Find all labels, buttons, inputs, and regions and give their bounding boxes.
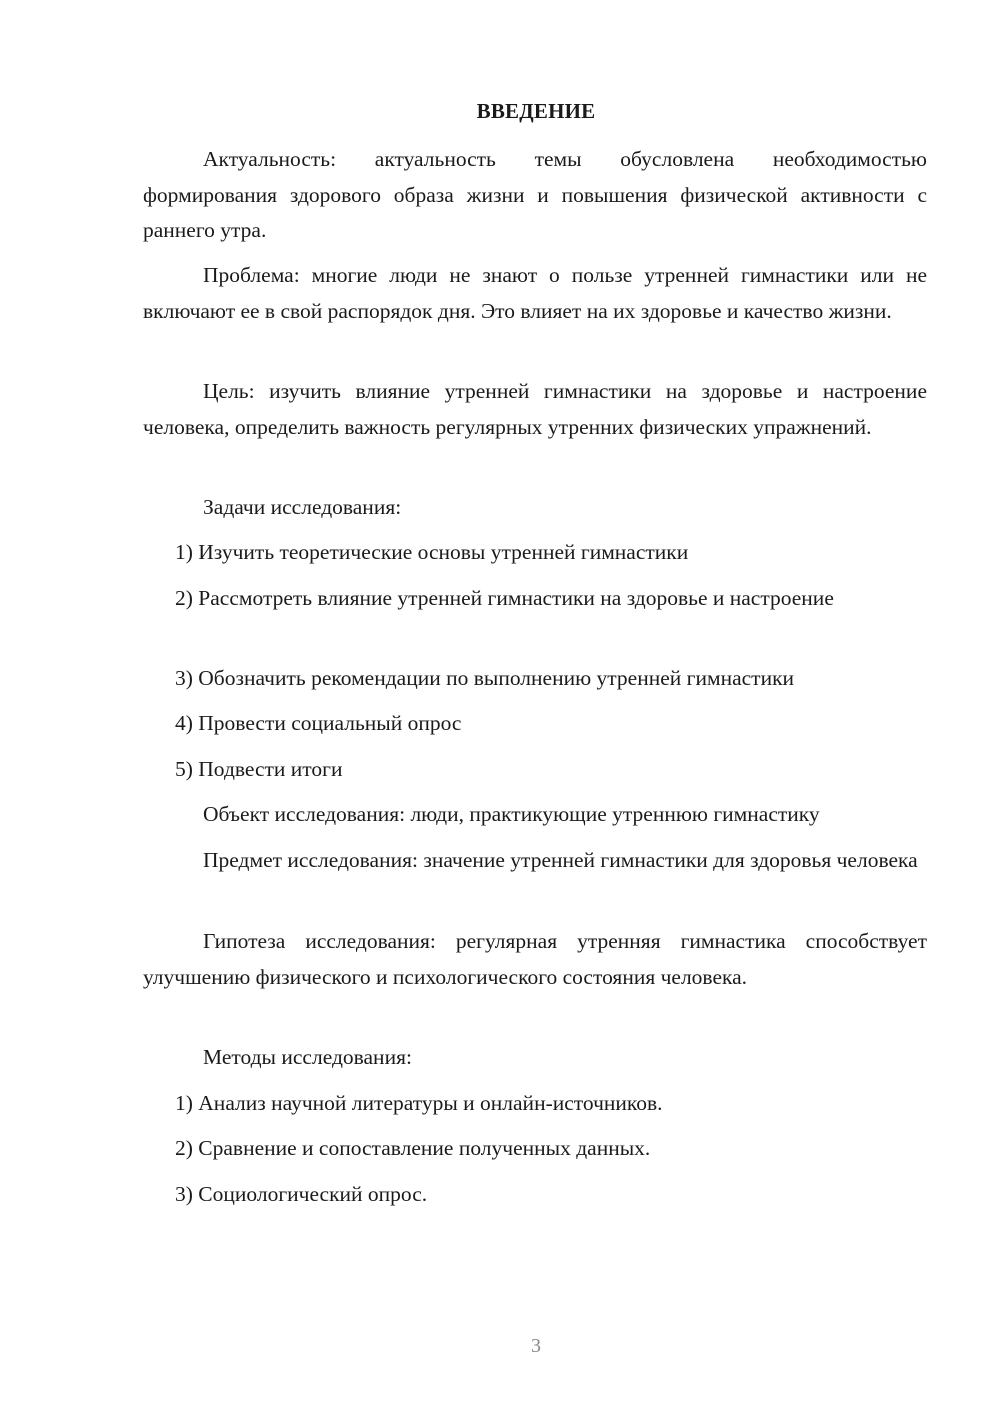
task-item-2: 2) Рассмотреть влияние утренней гимнастики на здоровье и настроение	[175, 586, 834, 610]
section-heading: ВВЕДЕНИЕ	[476, 99, 596, 123]
hypothesis-paragraph: Гипотеза исследования: регулярная утренняя гимнастика способствует улучшению физического и психологического состояния человека.	[143, 929, 927, 989]
method-item-3: 3) Социологический опрос.	[175, 1182, 428, 1206]
object-paragraph: Объект исследования: люди, практикующие утреннюю гимнастику	[203, 802, 820, 826]
page-number: 3	[531, 1335, 541, 1357]
tasks-title: Задачи исследования:	[203, 495, 402, 519]
subject-paragraph: Предмет исследования: значение утренней гимнастики для здоровья человека	[203, 848, 918, 872]
goal-paragraph: Цель: изучить влияние утренней гимнастики на здоровье и настроение человека, определить важность регулярных утренних физических упражнений.	[143, 379, 927, 439]
task-item-3: 3) Обозначить рекомендации по выполнению утренней гимнастики	[175, 666, 795, 690]
method-item-1: 1) Анализ научной литературы и онлайн-источников.	[175, 1091, 663, 1115]
problem-paragraph: Проблема: многие люди не знают о пользе утренней гимнастики или не включают ее в свой распорядок дня. Это влияет на их здоровье и качество жизни.	[143, 263, 927, 323]
methods-title: Методы исследования:	[203, 1045, 412, 1069]
relevance-paragraph: Актуальность: актуальность темы обусловлена необходимостью формирования здорового образа жизни и повышения физической активности с раннего утра.	[143, 147, 927, 242]
task-item-4: 4) Провести социальный опрос	[175, 711, 462, 735]
task-item-1: 1) Изучить теоретические основы утренней гимнастики	[175, 540, 689, 564]
method-item-2: 2) Сравнение и сопоставление полученных данных.	[175, 1136, 651, 1160]
task-item-5: 5) Подвести итоги	[175, 757, 343, 781]
